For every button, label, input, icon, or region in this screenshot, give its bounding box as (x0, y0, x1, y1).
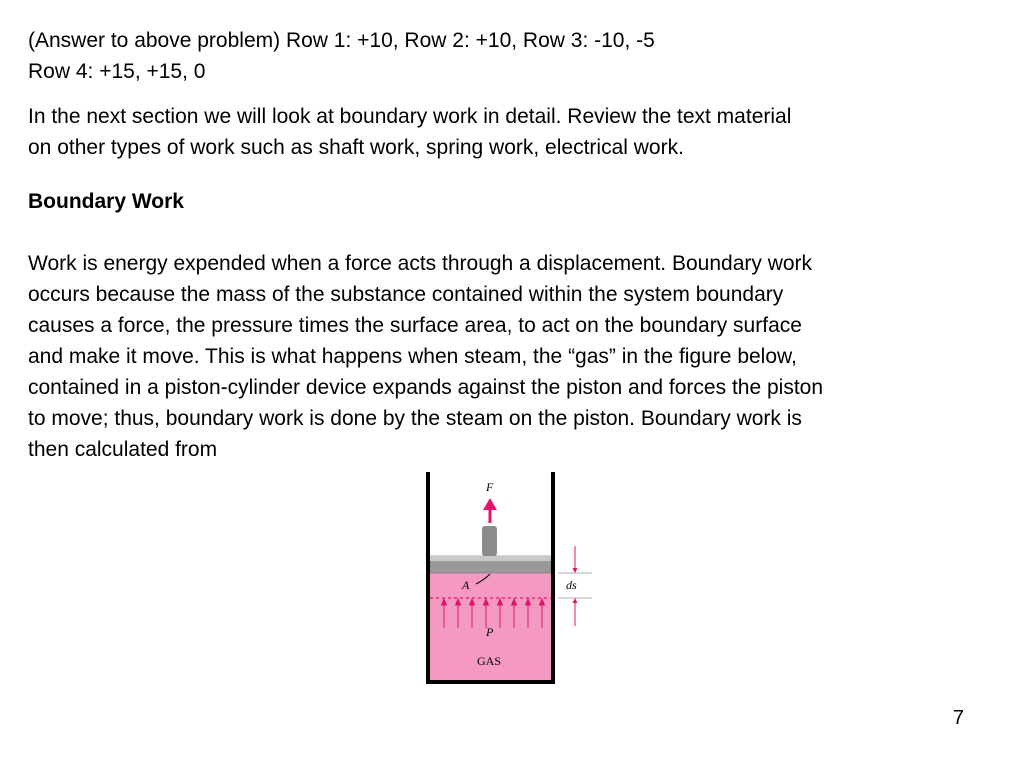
answer-line-1: (Answer to above problem) Row 1: +10, Row 2: +10, Row 3: -10, -5 (28, 29, 655, 52)
force-label: F (486, 480, 494, 494)
section-heading: Boundary Work (28, 190, 184, 213)
body-line-4: and make it move. This is what happens when steam, the “gas” in the figure below, (28, 345, 797, 368)
cylinder-bottom (426, 680, 555, 684)
cylinder-right-wall (551, 472, 555, 684)
displacement-label: ds (566, 578, 577, 592)
gas-label: GAS (477, 654, 502, 668)
body-line-7: then calculated from (28, 438, 218, 461)
piston-rod (482, 526, 497, 556)
piston-cylinder-figure (420, 468, 600, 688)
page-number: 7 (952, 707, 964, 729)
body-line-1: Work is energy expended when a force acts through a displacement. Boundary work (28, 252, 813, 275)
force-arrow-head (483, 498, 497, 510)
intro-line-2: on other types of work such as shaft work, spring work, electrical work. (28, 136, 684, 159)
cylinder-left-wall (426, 472, 430, 684)
body-line-2: occurs because the mass of the substance contained within the system boundary (28, 283, 784, 306)
pressure-label: P (486, 625, 494, 639)
body-line-3: causes a force, the pressure times the surface area, to act on the boundary surface (28, 314, 802, 337)
area-label: A (462, 578, 470, 592)
intro-line-1: In the next section we will look at boundary work in detail. Review the text material (28, 105, 792, 128)
body-line-6: to move; thus, boundary work is done by the steam on the piston. Boundary work is (28, 407, 802, 430)
body-line-5: contained in a piston-cylinder device expands against the piston and forces the piston (28, 376, 824, 399)
answer-line-2: Row 4: +15, +15, 0 (28, 60, 206, 83)
